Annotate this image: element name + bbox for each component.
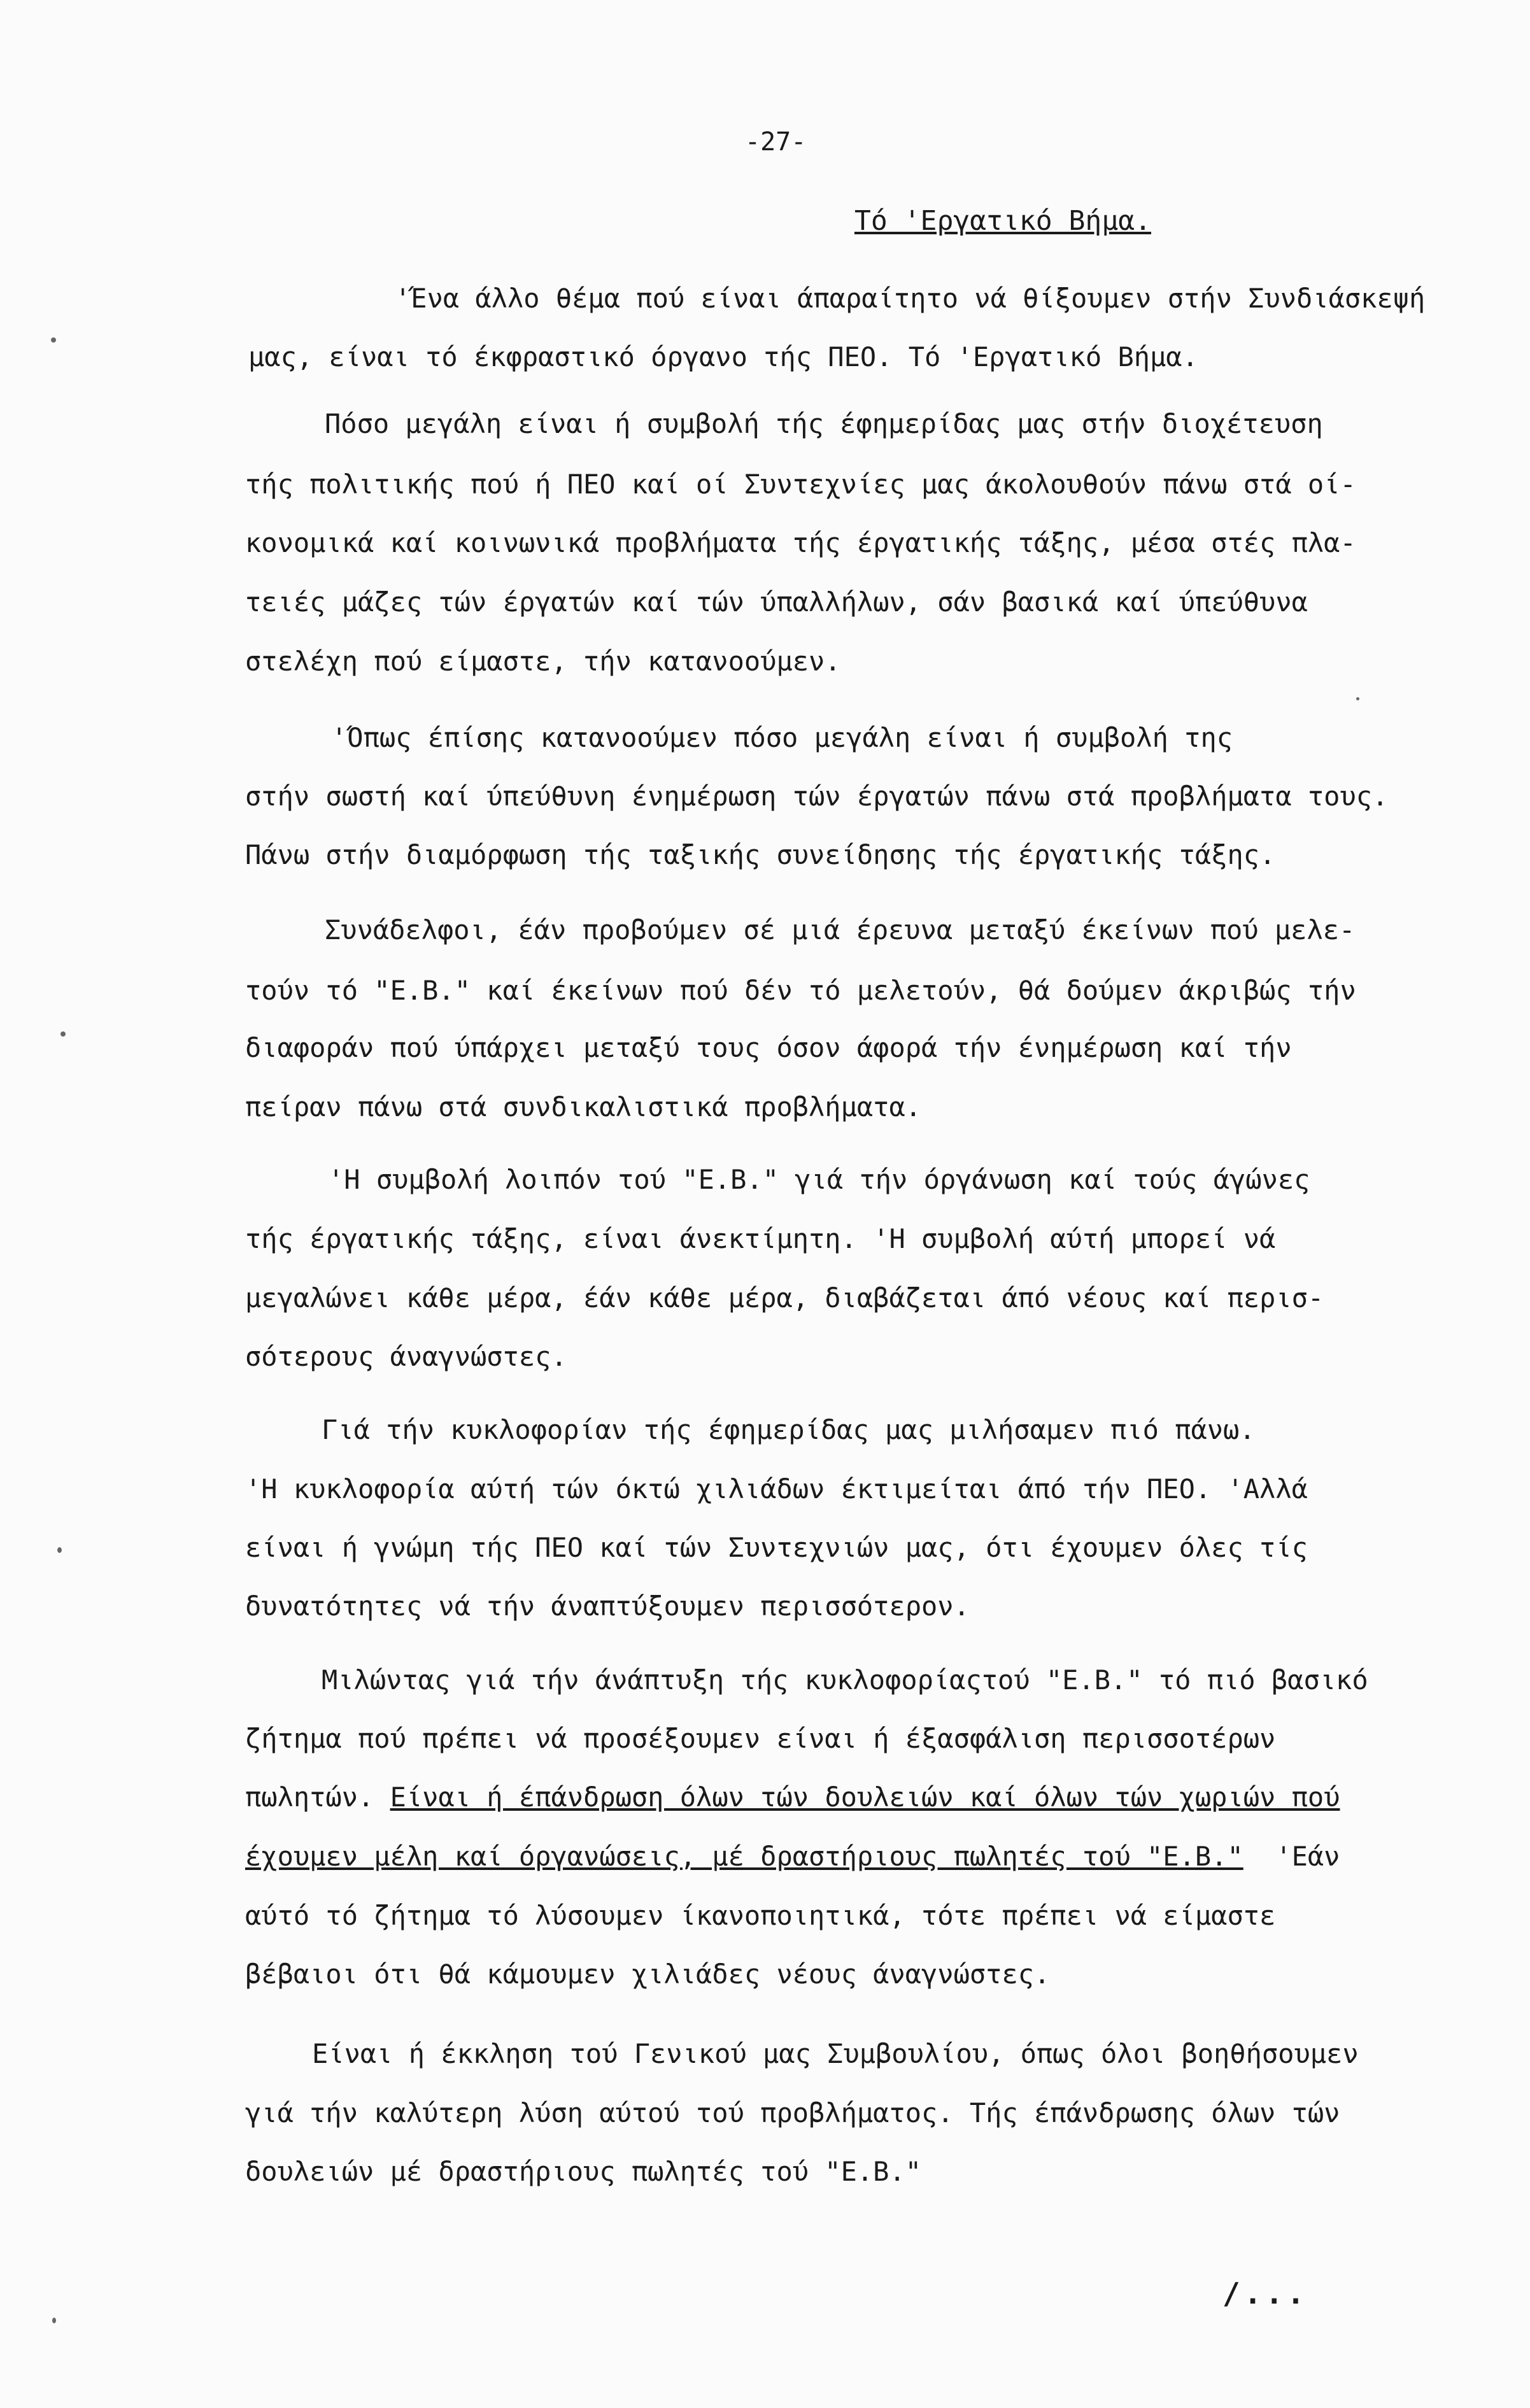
text-line: 'Όπως έπίσης κατανοούμεν πόσο μεγάλη είναι ή συμβολή της xyxy=(331,722,1233,753)
text-line: τής πολιτικής πού ή ΠΕΟ καί οί Συντεχνίες μας άκολουθούν πάνω στά οί- xyxy=(245,469,1356,500)
scan-speck xyxy=(51,337,56,343)
section-heading: Τό 'Εργατικό Βήμα. xyxy=(854,205,1151,237)
text-line: Είναι ή έκκληση τού Γενικού μας Συμβουλίου, όπως όλοι βοηθήσουμεν xyxy=(312,2038,1359,2069)
text-line-mixed xyxy=(245,1843,1340,1870)
text-line-mixed xyxy=(245,1781,1340,1813)
text-line: κονομικά καί κοινωνικά προβλήματα τής έργατικής τάξης, μέσα στές πλα- xyxy=(245,527,1356,558)
text-line: 'Η συμβολή λοιπόν τού "Ε.Β." γιά τήν όργάνωση καί τούς άγώνες xyxy=(328,1164,1310,1195)
continuation-mark: /... xyxy=(1222,2276,1308,2311)
text-line: πείραν πάνω στά συνδικαλιστικά προβλήματα. xyxy=(245,1091,922,1123)
text-segment: πωλητών. xyxy=(245,1781,374,1813)
text-line: Συνάδελφοι, έάν προβούμεν σέ μιά έρευνα μεταξύ έκείνων πού μελε- xyxy=(325,914,1356,945)
scan-speck xyxy=(60,1031,66,1037)
scan-speck xyxy=(1356,697,1359,700)
text-line: 'Ένα άλλο θέμα πού είναι άπαραίτητο νά θίξουμεν στήν Συνδιάσκεψή xyxy=(395,283,1426,314)
text-line: Γιά τήν κυκλοφορίαν τής έφημερίδας μας μιλήσαμεν πιό πάνω. xyxy=(322,1414,1256,1445)
text-line: ζήτημα πού πρέπει νά προσέξουμεν είναι ή έξασφάλιση περισσοτέρων xyxy=(245,1723,1276,1754)
text-line: μεγαλώνει κάθε μέρα, έάν κάθε μέρα, διαβάζεται άπό νέους καί περισ- xyxy=(245,1282,1324,1314)
text-line: Πάνω στήν διαμόρφωση τής ταξικής συνείδησης τής έργατικής τάξης. xyxy=(245,839,1276,870)
text-line: Μιλώντας γιά τήν άνάπτυξη τής κυκλοφορίαςτού "Ε.Β." τό πιό βασικό xyxy=(322,1664,1368,1696)
page-number: -27- xyxy=(745,127,807,157)
text-line: τούν τό "Ε.Β." καί έκείνων πού δέν τό μελετούν, θά δούμεν άκριβώς τήν xyxy=(245,975,1356,1006)
text-line: δυνατότητες νά τήν άναπτύξουμεν περισσότερον. xyxy=(245,1590,970,1622)
text-line: διαφοράν πού ύπάρχει μεταξύ τους όσον άφορά τήν ένημέρωση καί τήν xyxy=(245,1032,1292,1063)
text-line: τής έργατικής τάξης, είναι άνεκτίμητη. 'Η συμβολή αύτή μπορεί νά xyxy=(245,1223,1276,1254)
underlined-text: έχουμεν μέλη καί όργανώσεις, μέ δραστήριους πωλητές τού "Ε.Β." xyxy=(245,1841,1243,1872)
text-line: 'Η κυκλοφορία αύτή τών όκτώ χιλιάδων έκτιμείται άπό τήν ΠΕΟ. 'Αλλά xyxy=(245,1473,1308,1505)
text-line: μας, είναι τό έκφραστικό όργανο τής ΠΕΟ. Τό 'Εργατικό Βήμα. xyxy=(248,341,1198,372)
text-line: αύτό τό ζήτημα τό λύσουμεν ίκανοποιητικά, τότε πρέπει νά είμαστε xyxy=(245,1900,1276,1931)
text-line: είναι ή γνώμη τής ΠΕΟ καί τών Συντεχνιών μας, ότι έχουμεν όλες τίς xyxy=(245,1532,1308,1563)
text-line: σότερους άναγνώστες. xyxy=(245,1341,567,1372)
scan-speck xyxy=(52,2318,56,2323)
underlined-text: Είναι ή έπάνδρωση όλων τών δουλειών καί όλων τών χωριών πού xyxy=(390,1781,1340,1813)
scan-speck xyxy=(57,1547,62,1553)
text-line: στήν σωστή καί ύπεύθυνη ένημέρωση τών έργατών πάνω στά προβλήματα τους. xyxy=(245,781,1389,812)
text-segment: 'Εάν xyxy=(1275,1841,1340,1872)
text-line: στελέχη πού είμαστε, τήν κατανοούμεν. xyxy=(245,646,841,677)
text-line: δουλειών μέ δραστήριους πωλητές τού "Ε.Β." xyxy=(245,2156,922,2187)
text-line: Πόσο μεγάλη είναι ή συμβολή τής έφημερίδας μας στήν διοχέτευση xyxy=(325,408,1323,439)
text-line: γιά τήν καλύτερη λύση αύτού τού προβλήματος. Τής έπάνδρωσης όλων τών xyxy=(245,2097,1340,2128)
text-line: βέβαιοι ότι θά κάμουμεν χιλιάδες νέους άναγνώστες. xyxy=(245,1958,1051,1990)
text-line: τειές μάζες τών έργατών καί τών ύπαλλήλων, σάν βασικά καί ύπεύθυνα xyxy=(245,586,1308,618)
